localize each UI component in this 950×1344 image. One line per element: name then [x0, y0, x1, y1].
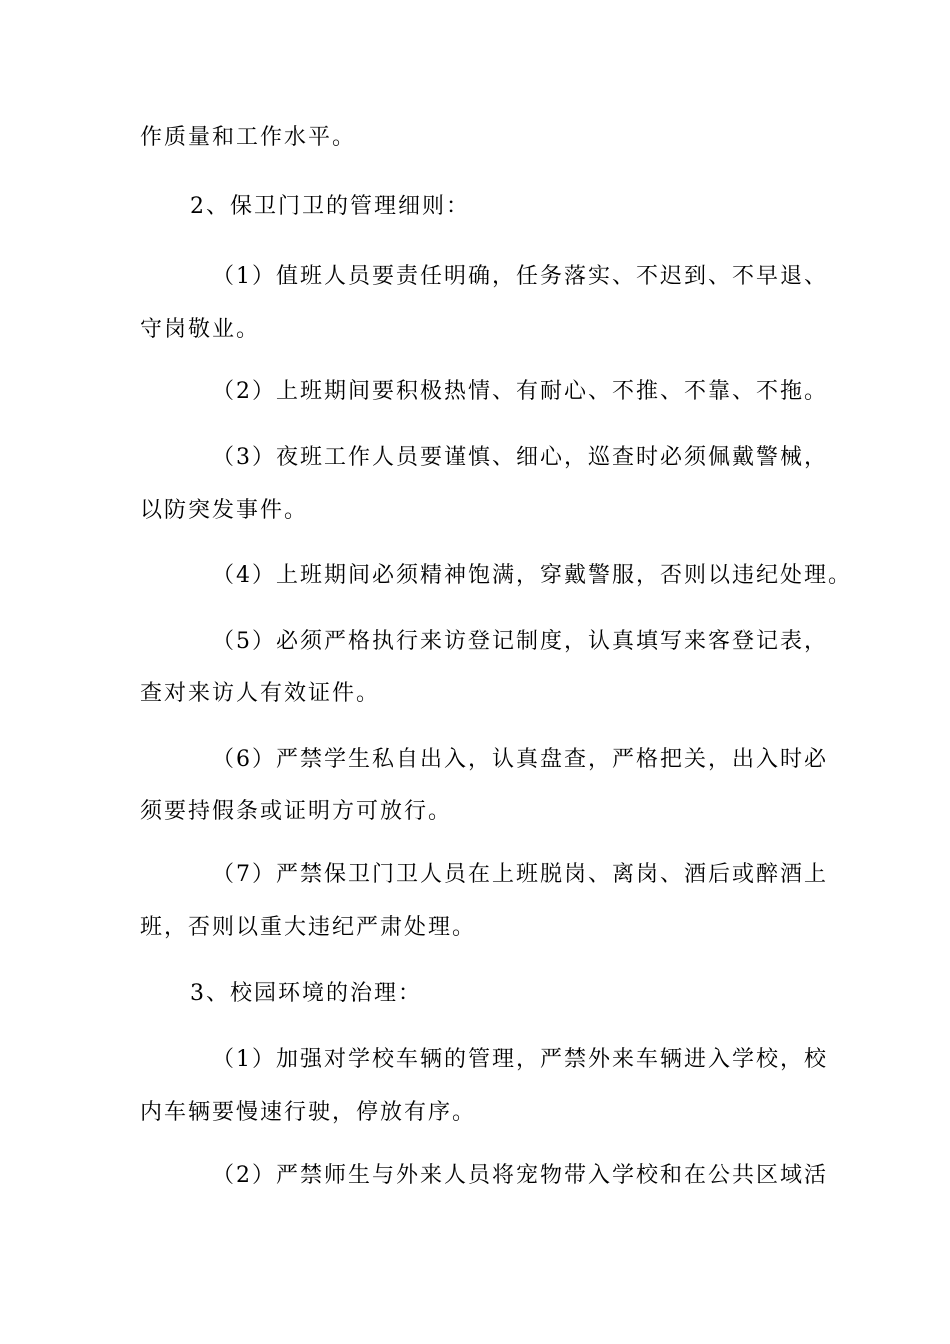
text-line: （4）上班期间必须精神饱满，穿戴警服，否则以违纪处理。 — [212, 563, 852, 588]
text-line: （1）加强对学校车辆的管理，严禁外来车辆进入学校，校 — [212, 1047, 828, 1072]
text-line: （7）严禁保卫门卫人员在上班脱岗、离岗、酒后或醉酒上 — [212, 862, 828, 887]
section-heading: 3、校园环境的治理： — [190, 981, 422, 1006]
text-line: 以防突发事件。 — [140, 498, 309, 523]
text-line: （2）上班期间要积极热情、有耐心、不推、不靠、不拖。 — [212, 379, 828, 404]
section-heading: 2、保卫门卫的管理细则： — [190, 194, 470, 219]
text-line: （1）值班人员要责任明确，任务落实、不迟到、不早退、 — [212, 264, 828, 289]
text-line: 查对来访人有效证件。 — [140, 681, 381, 706]
text-line: （3）夜班工作人员要谨慎、细心，巡查时必须佩戴警械， — [212, 445, 828, 470]
text-line: 作质量和工作水平。 — [140, 125, 357, 150]
text-line: 守岗敬业。 — [140, 317, 261, 342]
text-line: （5）必须严格执行来访登记制度，认真填写来客登记表， — [212, 629, 828, 654]
text-line: 须要持假条或证明方可放行。 — [140, 799, 453, 824]
text-line: 内车辆要慢速行驶，停放有序。 — [140, 1100, 477, 1125]
text-line: （2）严禁师生与外来人员将宠物带入学校和在公共区域活 — [212, 1163, 828, 1188]
text-line: （6）严禁学生私自出入，认真盘查，严格把关，出入时必 — [212, 747, 828, 772]
text-line: 班，否则以重大违纪严肃处理。 — [140, 915, 477, 940]
